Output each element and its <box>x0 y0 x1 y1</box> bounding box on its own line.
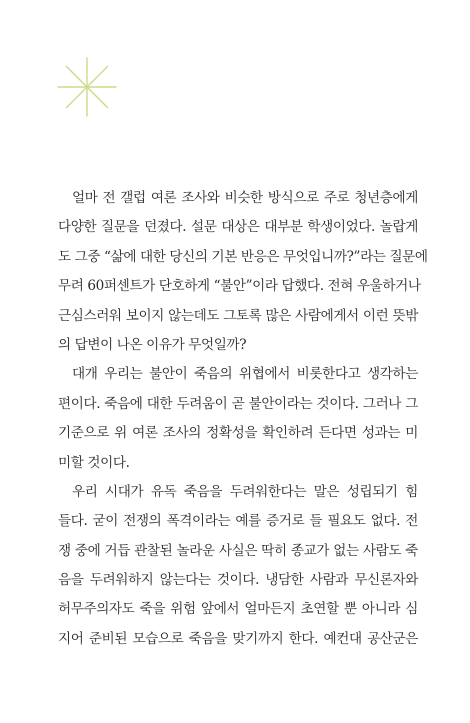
paragraph-3 <box>58 478 418 654</box>
paragraph-1 <box>58 184 428 360</box>
paragraph-2 <box>58 360 418 478</box>
text-line: 미할 것이다. <box>58 454 130 471</box>
text-line: 쟁 중에 거듭 관찰된 놀라운 사실은 딱히 종교가 없는 사람도 죽 <box>58 542 418 559</box>
text-line: 들다. 굳이 전쟁의 폭격이라는 예를 증거로 들 필요도 없다. 전 <box>58 513 418 530</box>
asterisk-star-icon <box>56 56 118 118</box>
text-line: 지어 준비된 모습으로 죽음을 맞기까지 한다. 예컨대 공산군은 <box>58 630 418 647</box>
text-line: 편이다. 죽음에 대한 두려움이 곧 불안이라는 것이다. 그러나 그 <box>58 395 418 412</box>
text-line: 기준으로 위 여론 조사의 정확성을 확인하려 든다면 성과는 미 <box>58 425 418 442</box>
text-line: 무려 60퍼센트가 단호하게 “불안”이라 답했다. 전혀 우울하거나 <box>58 278 421 295</box>
text-line: 대개 우리는 불안이 죽음의 위협에서 비롯한다고 생각하는 <box>72 366 418 383</box>
body-text <box>58 184 428 654</box>
text-line: 다양한 질문을 던졌다. 설문 대상은 대부분 학생이었다. 놀랍게 <box>58 219 418 236</box>
text-line: 의 답변이 나온 이유가 무엇일까? <box>58 336 247 353</box>
text-line: 음을 두려워하지 않는다는 것이다. 냉담한 사람과 무신론자와 <box>58 572 418 589</box>
text-line: 도 그중 “삶에 대한 당신의 기본 반응은 무엇입니까?”라는 질문에 <box>58 248 428 265</box>
text-line: 우리 시대가 유독 죽음을 두려워한다는 말은 성립되기 힘 <box>72 483 418 500</box>
text-line: 허무주의자도 죽을 위험 앞에서 얼마든지 초연할 뿐 아니라 심 <box>58 601 418 618</box>
text-line: 얼마 전 갤럽 여론 조사와 비슷한 방식으로 주로 청년층에게 <box>72 190 418 206</box>
text-line: 근심스러워 보이지 않는데도 그토록 많은 사람에게서 이런 뜻밖 <box>58 307 418 324</box>
